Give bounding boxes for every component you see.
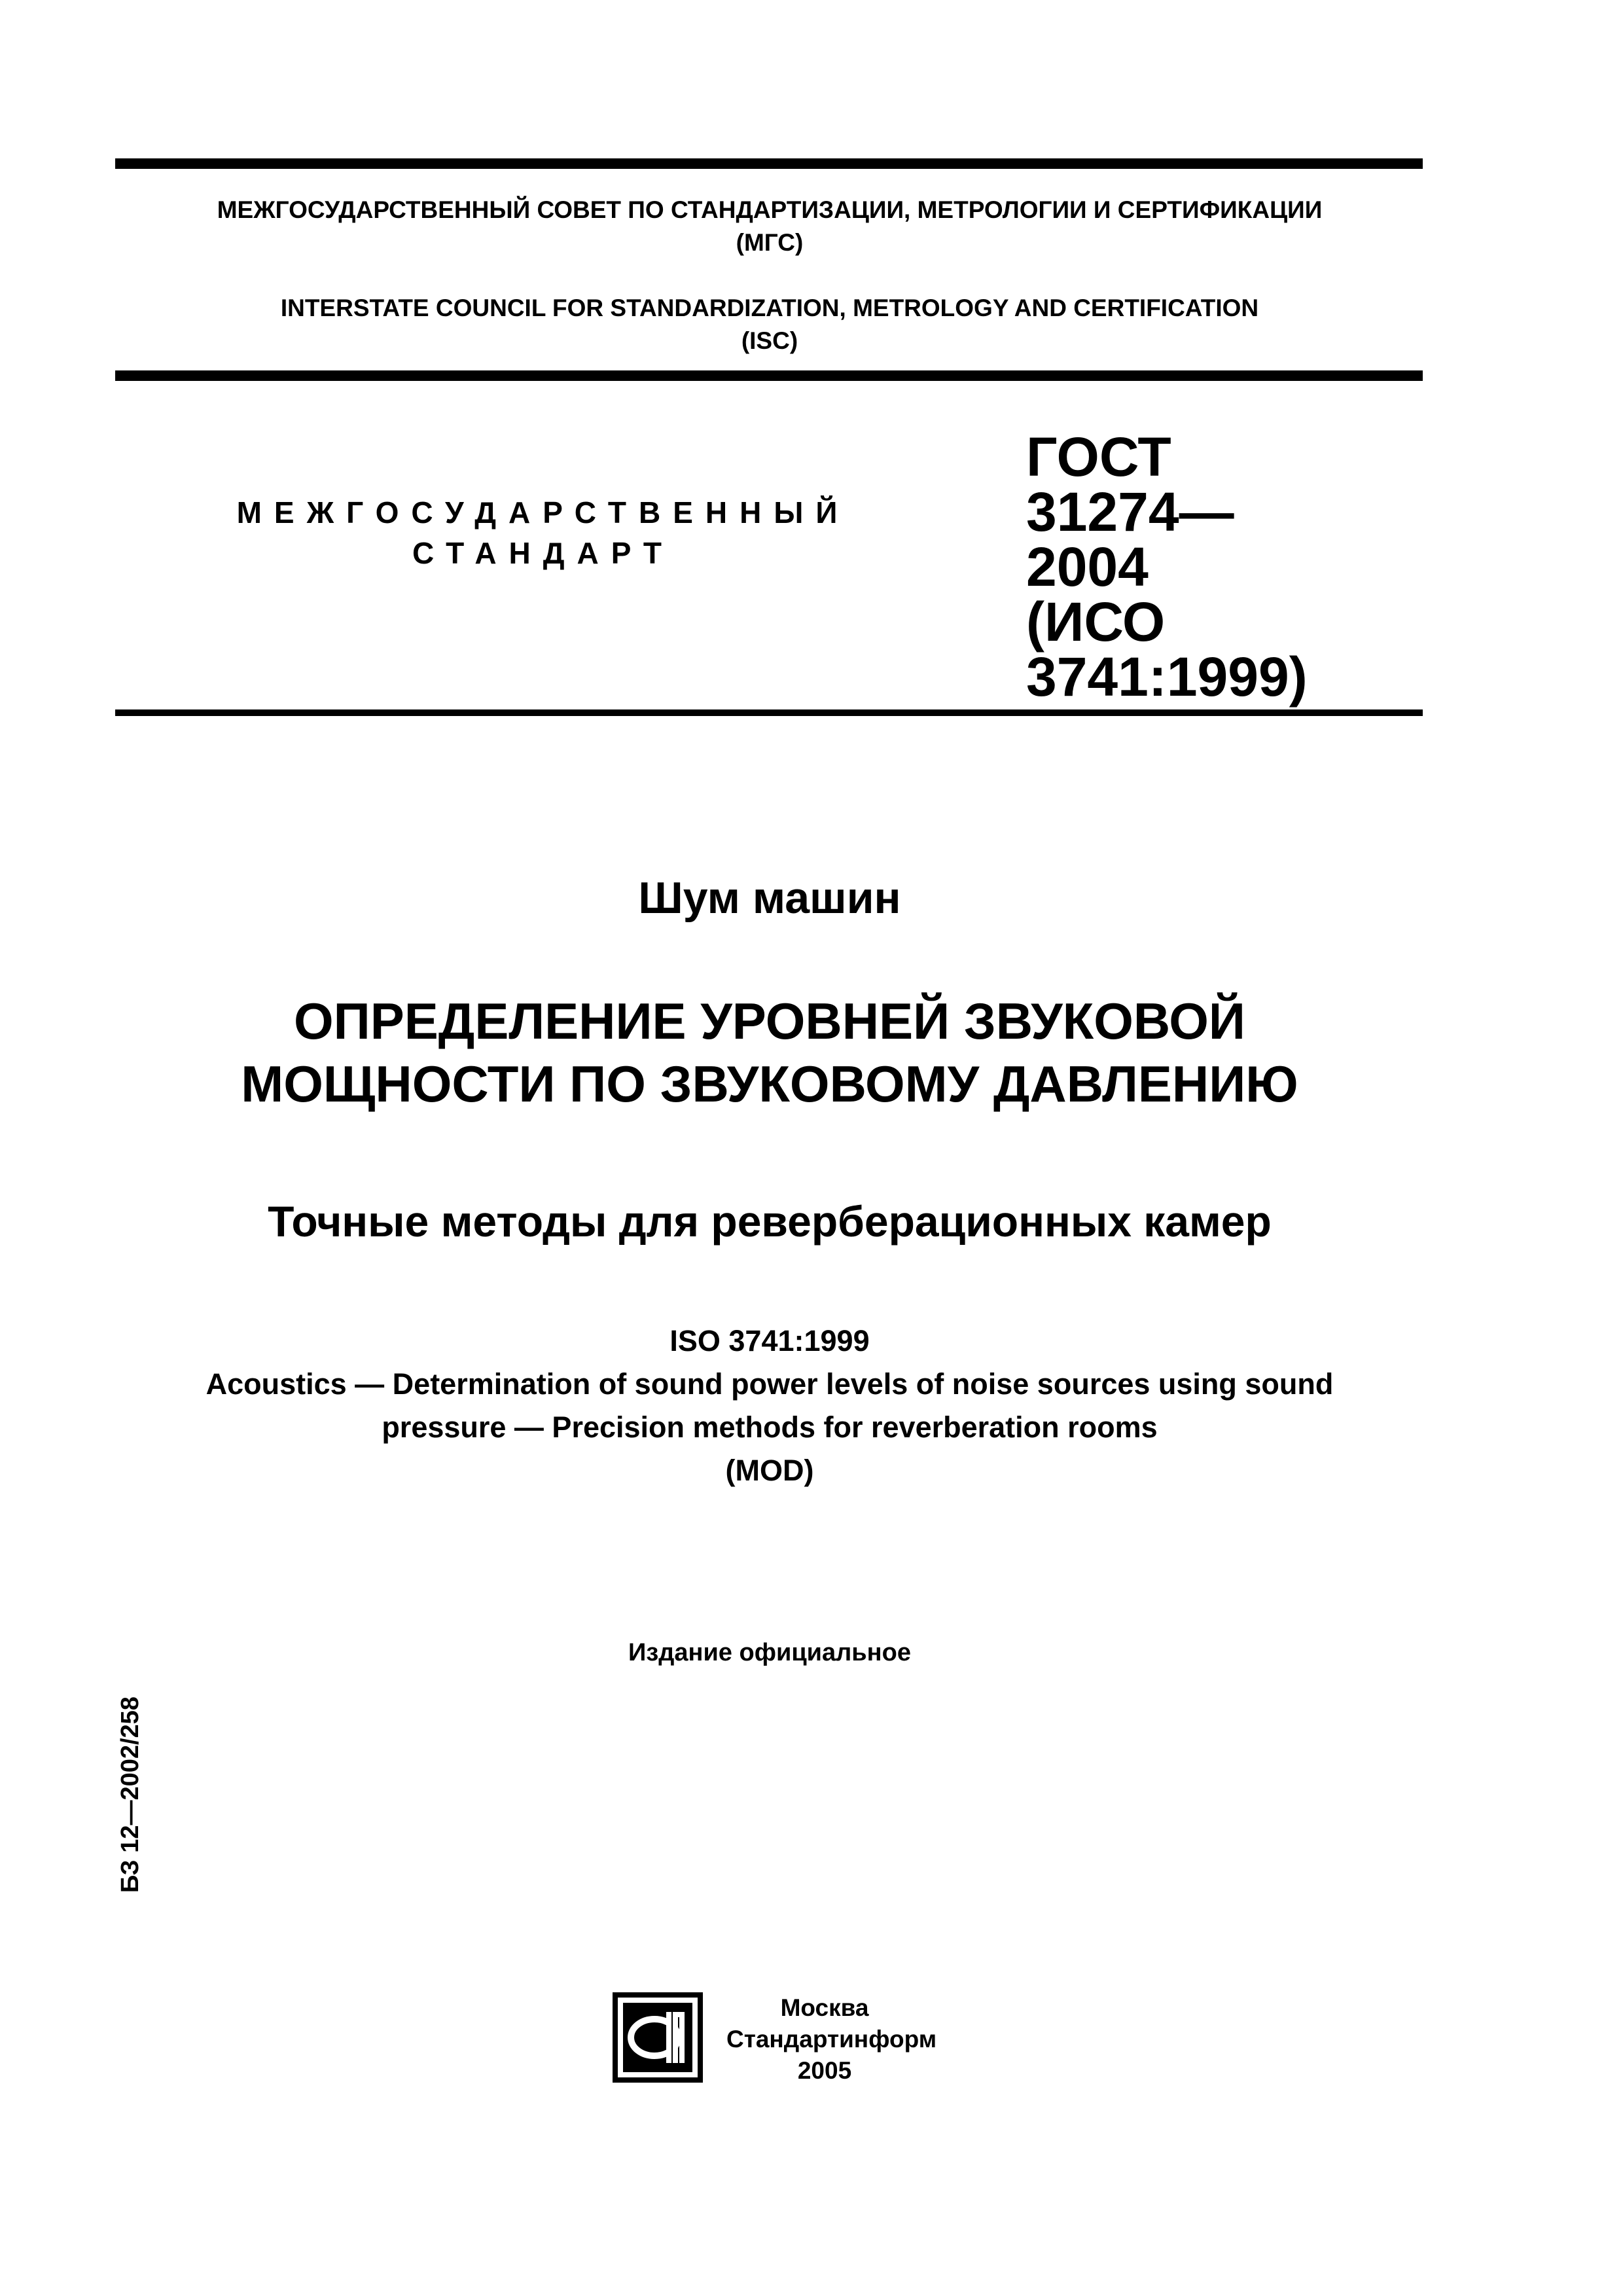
title-methods: Точные методы для реверберационных камер <box>268 1197 1272 1246</box>
designation-bottom-rule <box>115 709 1423 716</box>
publisher-city: Москва <box>780 1994 869 2021</box>
designation-line1: ГОСТ <box>1026 426 1171 488</box>
standard-label-line2: СТАНДАРТ <box>412 536 674 570</box>
designation-line2: 31274— <box>1026 481 1234 543</box>
title-main-line2: МОЩНОСТИ ПО ЗВУКОВОМУ ДАВЛЕНИЮ <box>241 1055 1298 1113</box>
iso-title-line1: Acoustics — Determination of sound power levels of noise sources using sound <box>205 1367 1334 1401</box>
edition-label: Издание официальное <box>628 1639 911 1666</box>
council-ru-abbr: (МГС) <box>736 229 804 256</box>
iso-code: ISO 3741:1999 <box>669 1324 870 1357</box>
iso-mod: (MOD) <box>725 1454 814 1487</box>
designation-line4: (ИСО 3741:1999) <box>1026 591 1308 708</box>
header-bottom-rule <box>115 370 1423 381</box>
council-header-ru <box>115 194 1424 259</box>
title-subject: Шум машин <box>638 873 901 923</box>
designation-line3: 2004 <box>1026 536 1149 598</box>
standartinform-logo-icon <box>613 1992 703 2083</box>
iso-title-line2: pressure — Precision methods for reverberation rooms <box>382 1410 1158 1444</box>
publisher-block <box>726 1992 937 2087</box>
title-main <box>115 990 1424 1115</box>
council-en-name: INTERSTATE COUNCIL FOR STANDARDIZATION, METROLOGY AND CERTIFICATION <box>280 295 1259 321</box>
council-en-abbr: (ISC) <box>741 327 798 354</box>
side-code: БЗ 12—2002/258 <box>116 1696 144 1893</box>
standard-label <box>216 492 870 573</box>
standard-label-line1: МЕЖГОСУДАРСТВЕННЫЙ <box>236 495 850 529</box>
top-rule <box>115 158 1423 169</box>
title-main-line1: ОПРЕДЕЛЕНИЕ УРОВНЕЙ ЗВУКОВОЙ <box>294 992 1245 1050</box>
standard-designation <box>1026 426 1445 708</box>
iso-reference <box>115 1319 1424 1492</box>
publisher-year: 2005 <box>797 2057 852 2084</box>
council-header-en <box>115 292 1424 357</box>
council-ru-name: МЕЖГОСУДАРСТВЕННЫЙ СОВЕТ ПО СТАНДАРТИЗАЦИИ, МЕТРОЛОГИИ И СЕРТИФИКАЦИИ <box>217 196 1323 223</box>
publisher-name: Стандартинформ <box>726 2026 937 2053</box>
